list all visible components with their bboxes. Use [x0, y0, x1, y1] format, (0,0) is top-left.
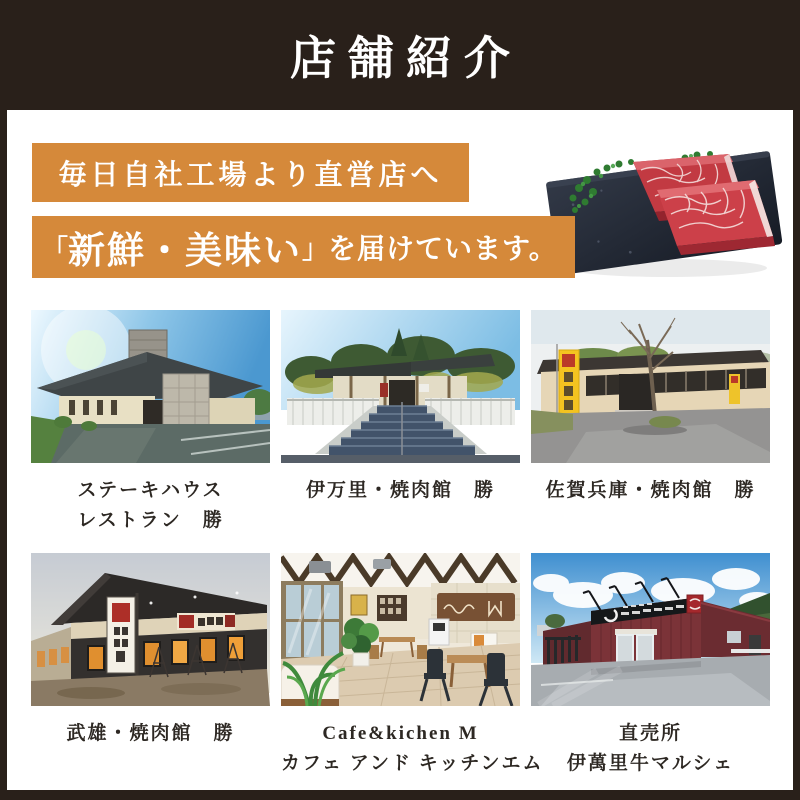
store-name-line: 直売所 [618, 723, 682, 744]
bracket-close: 」 [302, 234, 329, 264]
store-name-line: レストラン 勝 [77, 510, 224, 531]
store-name-line: ステーキハウス [77, 480, 224, 501]
store-photo-marche [531, 553, 770, 706]
store-caption-saga-hyogo [531, 476, 770, 506]
banner-factory-direct [32, 143, 469, 202]
store-name-line: 伊萬里牛マルシェ [566, 753, 735, 774]
store-photo-steakhouse [31, 310, 270, 463]
banner-factory-direct-text: 毎日自社工場より直営店へ [58, 159, 443, 191]
banner-fresh-rest: を届けています。 [328, 234, 558, 265]
store-cell-imari [281, 310, 520, 506]
store-photo-takeo [31, 553, 270, 706]
store-name-line: カフェ アンド キッチンエム [281, 753, 544, 774]
store-cell-cafe [281, 553, 544, 779]
store-caption-steakhouse [31, 476, 270, 536]
store-photo-saga-hyogo [531, 310, 770, 463]
content-panel [7, 110, 793, 790]
store-photo-cafe [281, 553, 520, 706]
store-name-line: Cafe&kichen M [322, 723, 479, 744]
banner-fresh-emphasis: 新鮮・美味い [68, 231, 303, 272]
store-caption-marche [531, 719, 770, 779]
bracket-open: 「 [42, 234, 69, 264]
store-name-line: 武雄・焼肉館 勝 [66, 723, 235, 744]
banner-fresh-delicious [32, 216, 575, 278]
store-caption-takeo [31, 719, 270, 749]
store-photo-imari [281, 310, 520, 463]
store-cell-takeo [31, 553, 270, 749]
store-name-line: 伊万里・焼肉館 勝 [305, 480, 495, 501]
store-name-line: 佐賀兵庫・焼肉館 勝 [545, 480, 756, 501]
store-caption-cafe [281, 719, 544, 779]
page-title: 店舗紹介 [290, 33, 522, 84]
store-caption-imari [281, 476, 520, 506]
store-cell-saga-hyogo [531, 310, 770, 506]
store-cell-marche [531, 553, 770, 779]
store-cell-steakhouse [31, 310, 270, 536]
